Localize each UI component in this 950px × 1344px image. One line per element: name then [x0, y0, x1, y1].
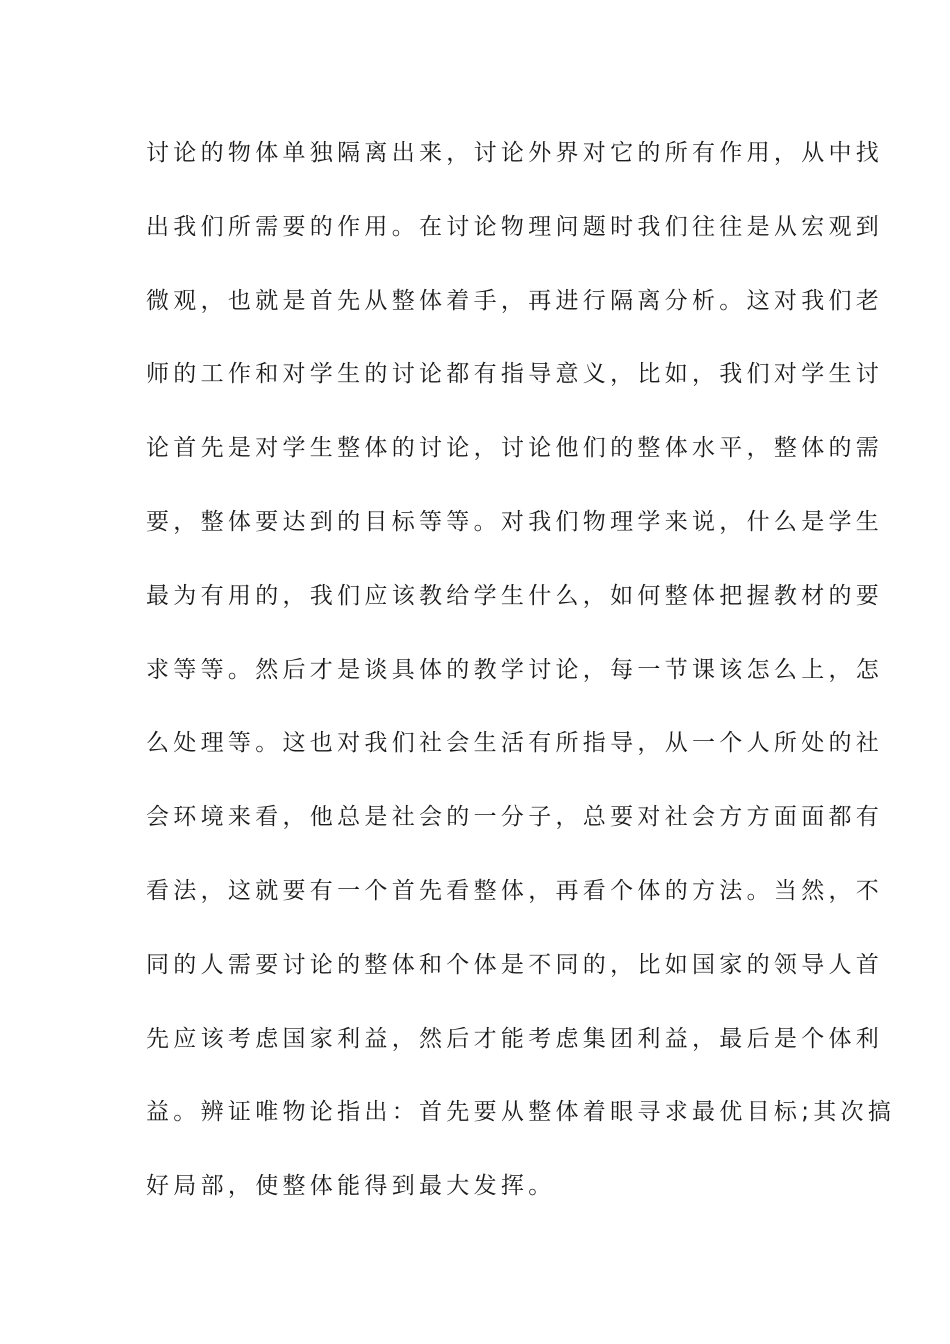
text-line: 讨论的物体单独隔离出来，讨论外界对它的所有作用，从中找 — [146, 140, 884, 166]
text-line: 会环境来看，他总是社会的一分子，总要对社会方方面面都有 — [146, 804, 884, 831]
text-line: 师的工作和对学生的讨论都有指导意义，比如，我们对学生讨 — [146, 361, 884, 388]
text-line: 益。辨证唯物论指出：首先要从整体着眼寻求最优目标;其次搞 — [146, 1099, 896, 1126]
text-line: 最为有用的，我们应该教给学生什么，如何整体把握教材的要 — [146, 582, 884, 609]
text-line: 出我们所需要的作用。在讨论物理问题时我们往往是从宏观到 — [146, 213, 884, 240]
text-line: 求等等。然后才是谈具体的教学讨论，每一节课该怎么上，怎 — [146, 656, 884, 683]
text-line: 先应该考虑国家利益，然后才能考虑集团利益，最后是个体利 — [146, 1025, 884, 1052]
text-line: 同的人需要讨论的整体和个体是不同的，比如国家的领导人首 — [146, 951, 884, 978]
body-text — [146, 130, 896, 1237]
text-line: 看法，这就要有一个首先看整体，再看个体的方法。当然，不 — [146, 877, 884, 904]
text-line: 要，整体要达到的目标等等。对我们物理学来说，什么是学生 — [146, 508, 884, 535]
text-line: 论首先是对学生整体的讨论，讨论他们的整体水平，整体的需 — [146, 435, 884, 462]
text-line: 微观，也就是首先从整体着手，再进行隔离分析。这对我们老 — [146, 287, 884, 314]
text-line: 好局部，使整体能得到最大发挥。 — [146, 1173, 556, 1200]
text-line: 么处理等。这也对我们社会生活有所指导，从一个人所处的社 — [146, 730, 884, 757]
